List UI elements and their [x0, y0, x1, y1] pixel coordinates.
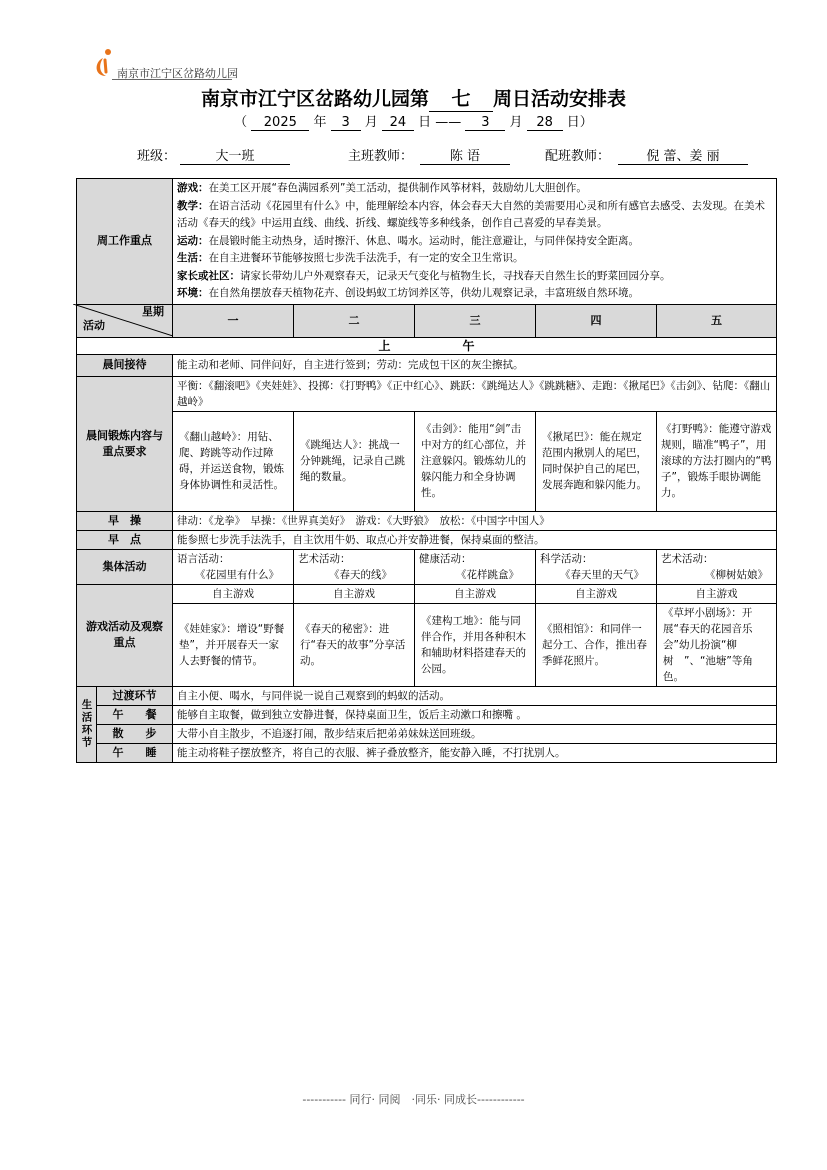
- life-nap-label: 午 睡: [97, 743, 173, 762]
- school-logo-text: 南京市江宁区岔路幼儿园: [117, 67, 238, 80]
- weekday-header-row: [77, 304, 777, 337]
- title-suffix: 周日活动安排表: [493, 88, 627, 110]
- group-activity-name: 《春天的线》: [329, 568, 392, 581]
- group-activity-row: [77, 549, 777, 584]
- week-focus-row: [77, 179, 777, 305]
- date-day-label: 日: [418, 115, 432, 130]
- game-monday: 《娃娃家》：增设“野餐垫”，并开展春天一家人去野餐的情节。: [173, 603, 294, 686]
- exercise-days-row: [77, 411, 777, 511]
- logo-divider: [112, 79, 232, 80]
- group-activity-name: 《柳树姑娘》: [705, 568, 768, 581]
- group-activity-monday: [173, 549, 294, 584]
- week-focus-item-key: 教学：: [177, 199, 209, 212]
- group-activity-label: 集体活动: [77, 549, 173, 584]
- snack-text: 能参照七步洗手法洗手，自主饮用牛奶、取点心并安静进餐，保持桌面的整洁。: [173, 530, 777, 549]
- day-friday: 五: [657, 304, 777, 337]
- schedule-table: [76, 178, 777, 763]
- day-thursday: 四: [536, 304, 657, 337]
- game-head-friday: 自主游戏: [657, 584, 777, 603]
- week-focus-item: [177, 250, 772, 268]
- exercise-wednesday: 《击剑》：能用“剑”击中对方的红心部位，并注意躲闪。锻炼幼儿的躲闪能力和全身协调性。: [415, 411, 536, 511]
- exercise-thursday: 《揪尾巴》：能在规定范围内揪别人的尾巴，同时保护自己的尾巴，发展奔跑和躲闪能力。: [536, 411, 657, 511]
- week-focus-item-text: 在晨锻时能主动热身，适时擦汗、休息、喝水。运动时，能注意避让，与同伴保持安全距离。: [208, 234, 639, 247]
- game-wednesday: 《建构工地》：能与同伴合作，并用各种积木和辅助材料搭建春天的公园。: [415, 603, 536, 686]
- exercise-label: 晨间锻炼内容与重点要求: [77, 376, 173, 511]
- game-head-wednesday: 自主游戏: [415, 584, 536, 603]
- week-focus-item-key: 运动：: [177, 234, 209, 247]
- week-focus-item-key: 游戏：: [177, 182, 209, 194]
- snack-row: [77, 530, 777, 549]
- date-dash: ——: [435, 115, 462, 130]
- group-activity-wednesday: [415, 549, 536, 584]
- exercise-friday: 《打野鸭》：能遵守游戏规则，瞄准“鸭子”，用滚球的方法打圈内的“鸭子”，锻炼手眼协调能力。: [657, 411, 777, 511]
- arrival-text: 能主动和老师、同伴问好，自主进行签到；劳动：完成包干区的灰尘擦拭。: [173, 354, 777, 376]
- date-end-day: 28: [527, 115, 563, 131]
- week-focus-item: [177, 285, 772, 303]
- corner-activity-label: 活动: [83, 318, 105, 332]
- date-month-label-2: 月: [509, 115, 523, 130]
- life-nap-text: 能主动将鞋子摆放整齐，将自己的衣服、裤子叠放整齐，能安静入睡，不打扰别人。: [173, 743, 777, 762]
- date-start-day: 24: [382, 115, 414, 131]
- date-year: 2025: [251, 115, 309, 131]
- week-focus-item-text: 请家长带幼儿户外观察春天，记录天气变化与植物生长，寻找春天自然生长的野菜回园分享。: [240, 269, 671, 282]
- assistant-teacher-value: 倪 蕾、姜 丽: [618, 145, 748, 165]
- life-section-label: 生活环节: [80, 699, 93, 749]
- life-walk-label: 散 步: [97, 724, 173, 743]
- game-days-row: [77, 603, 777, 686]
- arrival-row: [77, 354, 777, 376]
- morning-exercise-label: 早 操: [77, 511, 173, 530]
- week-focus-item: [177, 198, 772, 233]
- snack-label: 早 点: [77, 530, 173, 549]
- page-title: [0, 84, 827, 112]
- group-activity-type: 艺术活动：: [298, 552, 351, 565]
- game-head-row: [77, 584, 777, 603]
- school-logo-icon: [92, 46, 116, 80]
- week-focus-item: [177, 180, 772, 198]
- page-footer: ----------- 同行· 同阅 ·同乐· 同成长------------: [302, 1093, 525, 1106]
- date-year-label: 年: [313, 115, 327, 130]
- game-friday: 《草坪小剧场》：开展“春天的花园音乐会”幼儿扮演“柳树 ”、“池塘”等角色。: [657, 603, 777, 686]
- group-activity-thursday: [536, 549, 657, 584]
- lead-teacher-label: 主班教师：: [348, 149, 414, 164]
- morning-exercise-text: 律动：《龙拳》 早操：《世界真美好》 游戏：《大野狼》 放松：《中国字中国人》: [173, 511, 777, 530]
- date-month-label: 月: [364, 115, 378, 130]
- life-lunch-label: 午 餐: [97, 705, 173, 724]
- week-focus-item: [177, 268, 772, 286]
- group-activity-type: 语言活动：: [177, 552, 230, 565]
- life-row-nap: [77, 743, 777, 762]
- day-monday: 一: [173, 304, 294, 337]
- exercise-monday: 《翻山越岭》：用钻、爬、跨跳等动作过障碍，并运送食物，锻炼身体协调性和灵活性。: [173, 411, 294, 511]
- life-walk-text: 大带小自主散步，不追逐打闹，散步结束后把弟弟妹妹送回班级。: [173, 724, 777, 743]
- week-focus-item-text: 在自然角摆放春天植物花卉、创设蚂蚁工坊饲养区等，供幼儿观察记录，丰富班级自然环境。: [208, 287, 639, 299]
- class-value: 大一班: [180, 145, 290, 165]
- group-activity-type: 艺术活动：: [661, 552, 714, 565]
- week-focus-item-key: 环境：: [177, 287, 209, 299]
- arrival-label: 晨间接待: [77, 354, 173, 376]
- date-range: [0, 111, 827, 131]
- week-focus-item-key: 生活：: [177, 252, 209, 264]
- game-thursday: 《照相馆》：和同伴一起分工、合作，推出春季鲜花照片。: [536, 603, 657, 686]
- group-activity-type: 健康活动：: [419, 552, 472, 565]
- game-head-thursday: 自主游戏: [536, 584, 657, 603]
- title-prefix: 南京市江宁区岔路幼儿园第: [200, 88, 429, 110]
- life-section-label-cell: [77, 686, 97, 762]
- week-focus-item-key: 家长或社区：: [177, 269, 240, 282]
- life-row-transition: [77, 686, 777, 705]
- lead-teacher-value: 陈 语: [420, 145, 510, 165]
- exercise-tuesday: 《跳绳达人》：挑战一分钟跳绳，记录自己跳绳的数量。: [294, 411, 415, 511]
- corner-weekday-label: 星期: [142, 304, 164, 318]
- group-activity-name: 《花样跳盒》: [456, 568, 519, 581]
- week-focus-item-text: 在美工区开展“春色满园系列”美工活动，提供制作风筝材料，鼓励幼儿大胆创作。: [208, 182, 587, 194]
- day-tuesday: 二: [294, 304, 415, 337]
- day-wednesday: 三: [415, 304, 536, 337]
- life-transition-text: 自主小便、喝水，与同伴说一说自己观察到的蚂蚁的活动。: [173, 686, 777, 705]
- week-focus-item-text: 在自主进餐环节能够按照七步洗手法洗手，有一定的安全卫生常识。: [208, 252, 524, 264]
- morning-section-row: [77, 337, 777, 354]
- week-focus-item: [177, 233, 772, 251]
- class-label: 班级：: [137, 149, 177, 164]
- morning-section-label: 上 午: [77, 337, 777, 354]
- morning-exercise-row: [77, 511, 777, 530]
- group-activity-name: 《春天里的天气》: [560, 568, 644, 581]
- date-close: 日）: [566, 115, 593, 130]
- assistant-teacher-label: 配班教师：: [545, 149, 611, 164]
- game-label: 游戏活动及观察重点: [77, 584, 173, 686]
- date-end-month: 3: [465, 115, 505, 131]
- week-focus-item-text: 在语言活动《花园里有什么》中，能理解绘本内容，体会春天大自然的美需要用心灵和所有感官去感受、去发现。在美术活动《春天的线》中运用直线、曲线、折线、螺旋线等多种线条，创作自己喜爱的早春美景。: [177, 199, 765, 229]
- game-tuesday: 《春天的秘密》：进行“春天的故事”分享活动。: [294, 603, 415, 686]
- game-head-monday: 自主游戏: [173, 584, 294, 603]
- group-activity-type: 科学活动：: [540, 552, 593, 565]
- game-head-tuesday: 自主游戏: [294, 584, 415, 603]
- life-transition-label: 过渡环节: [97, 686, 173, 705]
- group-activity-tuesday: [294, 549, 415, 584]
- date-start-month: 3: [331, 115, 361, 131]
- school-logo: [92, 46, 292, 80]
- week-focus-label: 周工作重点: [77, 179, 173, 305]
- group-activity-friday: [657, 549, 777, 584]
- life-lunch-text: 能够自主取餐，做到独立安静进餐，保持桌面卫生，饭后主动漱口和擦嘴 。: [173, 705, 777, 724]
- life-row-lunch: [77, 705, 777, 724]
- life-row-walk: [77, 724, 777, 743]
- group-activity-name: 《花园里有什么》: [195, 568, 279, 581]
- exercise-summary-row: [77, 376, 777, 411]
- title-week-number: 七: [429, 84, 493, 112]
- week-focus-content: [173, 179, 777, 305]
- exercise-summary: 平衡：《翻滚吧》《夹娃娃》、投掷：《打野鸭》《正中红心》、跳跃：《跳绳达人》《跳跳糖》、走跑：《揪尾巴》《击剑》、钻爬：《翻山越岭》: [173, 376, 777, 411]
- weekday-corner: [77, 304, 173, 337]
- date-open: （: [234, 115, 248, 130]
